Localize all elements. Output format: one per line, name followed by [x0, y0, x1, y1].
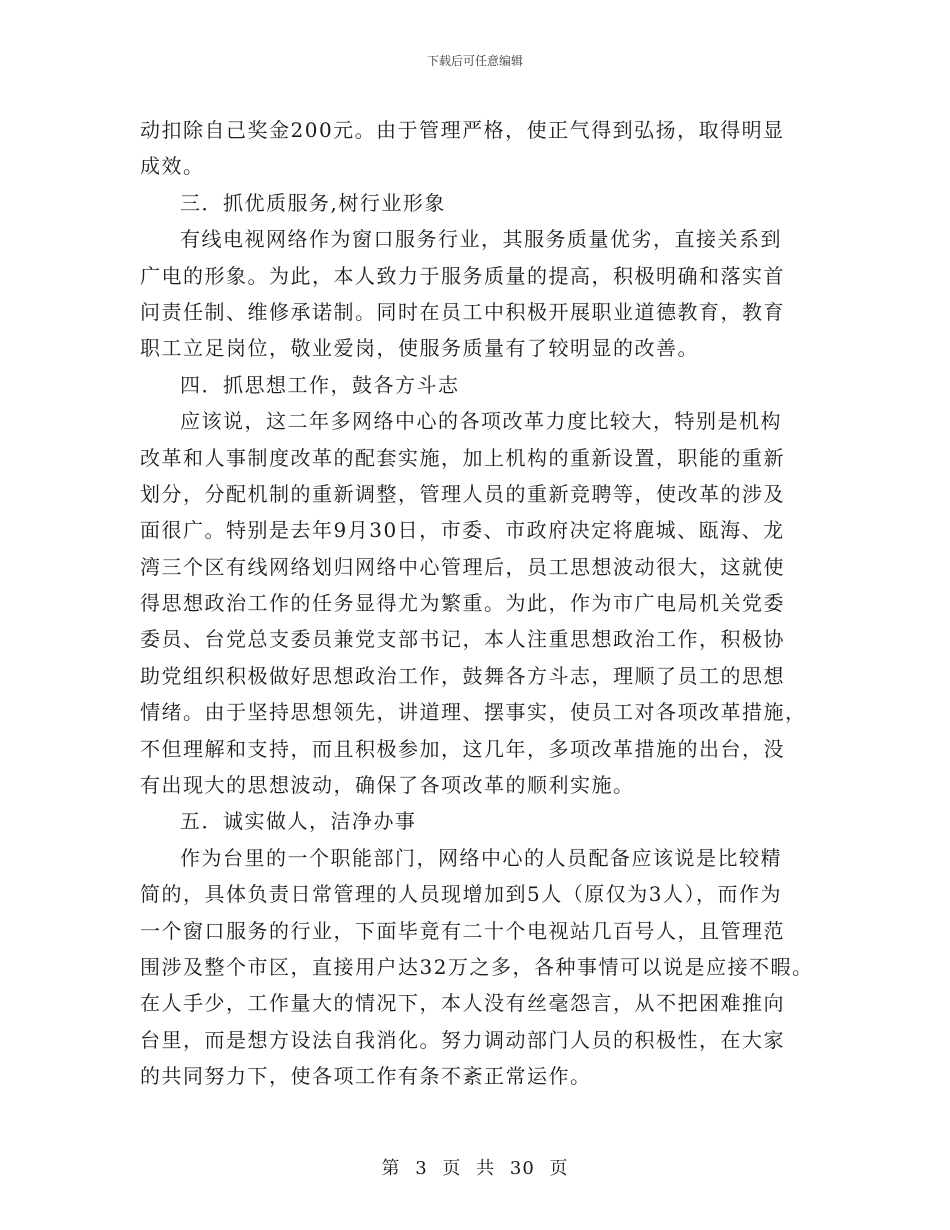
body-line: 围涉及整个市区，直接用户达32万之多，各种事情可以说是应接不暇。: [140, 954, 814, 979]
body-line: 委员、台党总支委员兼党支部书记，本人注重思想政治工作，积极协: [140, 627, 785, 652]
body-line: 不但理解和支持，而且积极参加，这几年，多项改革措施的出台，没: [140, 736, 785, 761]
footer-di: 第: [381, 1158, 401, 1179]
body-line: 简的，具体负责日常管理的人员现增加到5人（原仅为3人），而作为: [140, 882, 782, 907]
body-line: 的共同努力下，使各项工作有条不紊正常运作。: [140, 1064, 592, 1089]
body-line: 广电的形象。为此，本人致力于服务质量的提高，积极明确和落实首: [140, 263, 785, 288]
body-line: 有出现大的思想波动，确保了各项改革的顺利实施。: [140, 773, 635, 798]
body-line: 改革和人事制度改革的配套实施，加上机构的重新设置，职能的重新: [140, 445, 785, 470]
body-line: 动扣除自己奖金200元。由于管理严格，使正气得到弘扬，取得明显: [140, 118, 785, 142]
body-line: 湾三个区有线网络划归网络中心管理后，员工思想波动很大，这就使: [140, 554, 785, 579]
body-line: 应该说，这二年多网络中心的各项改革力度比较大，特别是机构: [180, 409, 782, 434]
body-line: 得思想政治工作的任务显得尤为繁重。为此，作为市广电局机关党委: [140, 591, 785, 616]
body-line: 作为台里的一个职能部门，网络中心的人员配备应该说是比较精: [180, 845, 782, 870]
body-line: 情绪。由于坚持思想领先，讲道理、摆事实，使员工对各项改革措施，: [140, 700, 807, 725]
body-line: 在人手少，工作量大的情况下，本人没有丝毫怨言，从不把困难推向: [140, 991, 785, 1016]
body-line: 助党组织积极做好思想政治工作，鼓舞各方斗志，理顺了员工的思想: [140, 663, 785, 688]
body-line: 有线电视网络作为窗口服务行业，其服务质量优劣，直接关系到: [180, 227, 782, 252]
body-line: 成效。: [140, 154, 205, 179]
body-line: 划分，分配机制的重新调整，管理人员的重新竞聘等，使改革的涉及: [140, 481, 785, 506]
section-heading: 五．诚实做人，洁净办事: [180, 809, 417, 834]
body-line: 台里，而是想方设法自我消化。努力调动部门人员的积极性，在大家: [140, 1027, 785, 1052]
body-line: 面很广。特别是去年9月30日，市委、市政府决定将鹿城、瓯海、龙: [140, 518, 785, 543]
footer-ye: 页: [549, 1158, 569, 1179]
section-heading: 四．抓思想工作，鼓各方斗志: [180, 372, 460, 397]
body-line: 职工立足岗位，敬业爱岗，使服务质量有了较明显的改善。: [140, 336, 699, 361]
footer-ye: 页: [442, 1158, 462, 1179]
footer-gong: 共: [476, 1158, 496, 1179]
body-line: 问责任制、维修承诺制。同时在员工中积极开展职业道德教育，教育: [140, 299, 785, 324]
page-header: 下载后可任意编辑: [426, 54, 523, 68]
section-heading: 三．抓优质服务,树行业形象: [180, 190, 446, 215]
page-footer: [0, 1154, 950, 1180]
page-total: 30: [509, 1158, 535, 1179]
page-number: 3: [415, 1158, 428, 1179]
body-line: 一个窗口服务的行业，下面毕竟有二十个电视站几百号人，且管理范: [140, 918, 785, 943]
document-body: [140, 112, 830, 1095]
